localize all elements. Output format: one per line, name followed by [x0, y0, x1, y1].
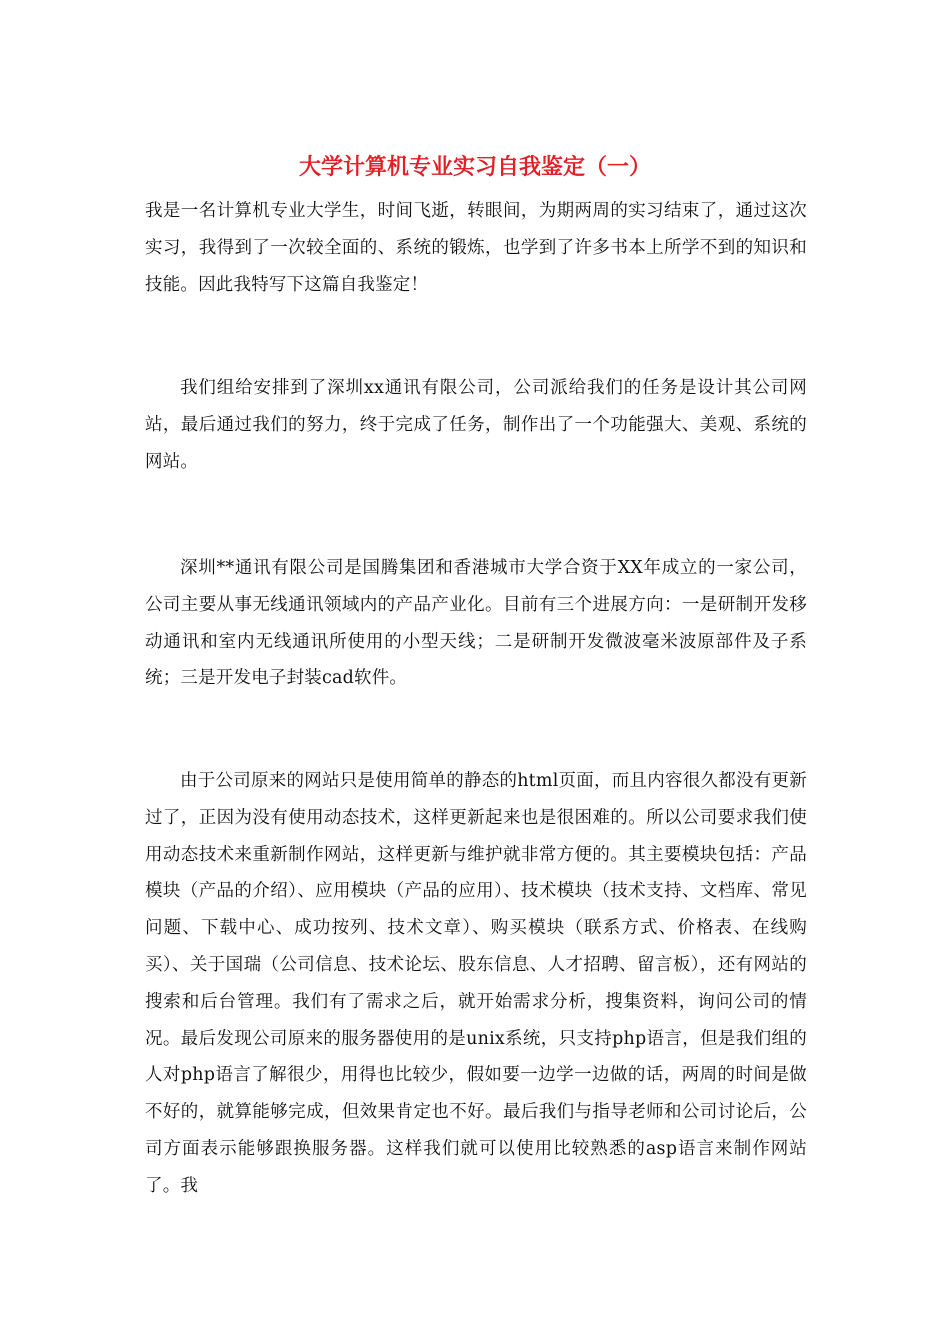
document-title: 大学计算机专业实习自我鉴定（一） — [298, 155, 651, 180]
paragraph-company: 深圳**通讯有限公司是国腾集团和香港城市大学合资于XX年成立的一家公司，公司主要从事无线通讯领域内的产品产业化。目前有三个进展方向：一是研制开发移动通讯和室内无线通讯所使用的小型天线；二是研制开发微波毫米波原部件及子系统；三是开发电子封装cad软件。 — [145, 558, 807, 689]
paragraph-assignment: 我们组给安排到了深圳xx通讯有限公司，公司派给我们的任务是设计其公司网站，最后通过我们的努力，终于完成了任务，制作出了一个功能强大、美观、系统的网站。 — [145, 378, 807, 472]
paragraph-intro: 我是一名计算机专业大学生，时间飞逝，转眼间，为期两周的实习结束了，通过这次实习，我得到了一次较全面的、系统的锻炼，也学到了许多书本上所学不到的知识和技能。因此我特写下这篇自我鉴定！ — [145, 201, 807, 295]
paragraph-website: 由于公司原来的网站只是使用简单的静态的html页面，而且内容很久都没有更新过了，正因为没有使用动态技术，这样更新起来也是很困难的。所以公司要求我们使用动态技术来重新制作网站，这样更新与维护就非常方便的。其主要模块包括：产品模块（产品的介绍）、应用模块（产品的应用）、技术模块（技术支持、文档库、常见问题、下载中心、成功按列、技术文章）、购买模块（联系方式、价格表、在线购买）、关于国瑞（公司信息、技术论坛、股东信息、人才招聘、留言板），还有网站的搜索和后台管理。我们有了需求之后，就开始需求分析，搜集资料，询问公司的情况。最后发现公司原来的服务器使用的是unix系统，只支持php语言，但是我们组的人对php语言了解很少，用得也比较少，假如要一边学一边做的话，两周的时间是做不好的，就算能够完成，但效果肯定也不好。最后我们与指导老师和公司讨论后，公司方面表示能够跟换服务器。这样我们就可以使用比较熟悉的asp语言来制作网站了。我 — [145, 771, 807, 1196]
